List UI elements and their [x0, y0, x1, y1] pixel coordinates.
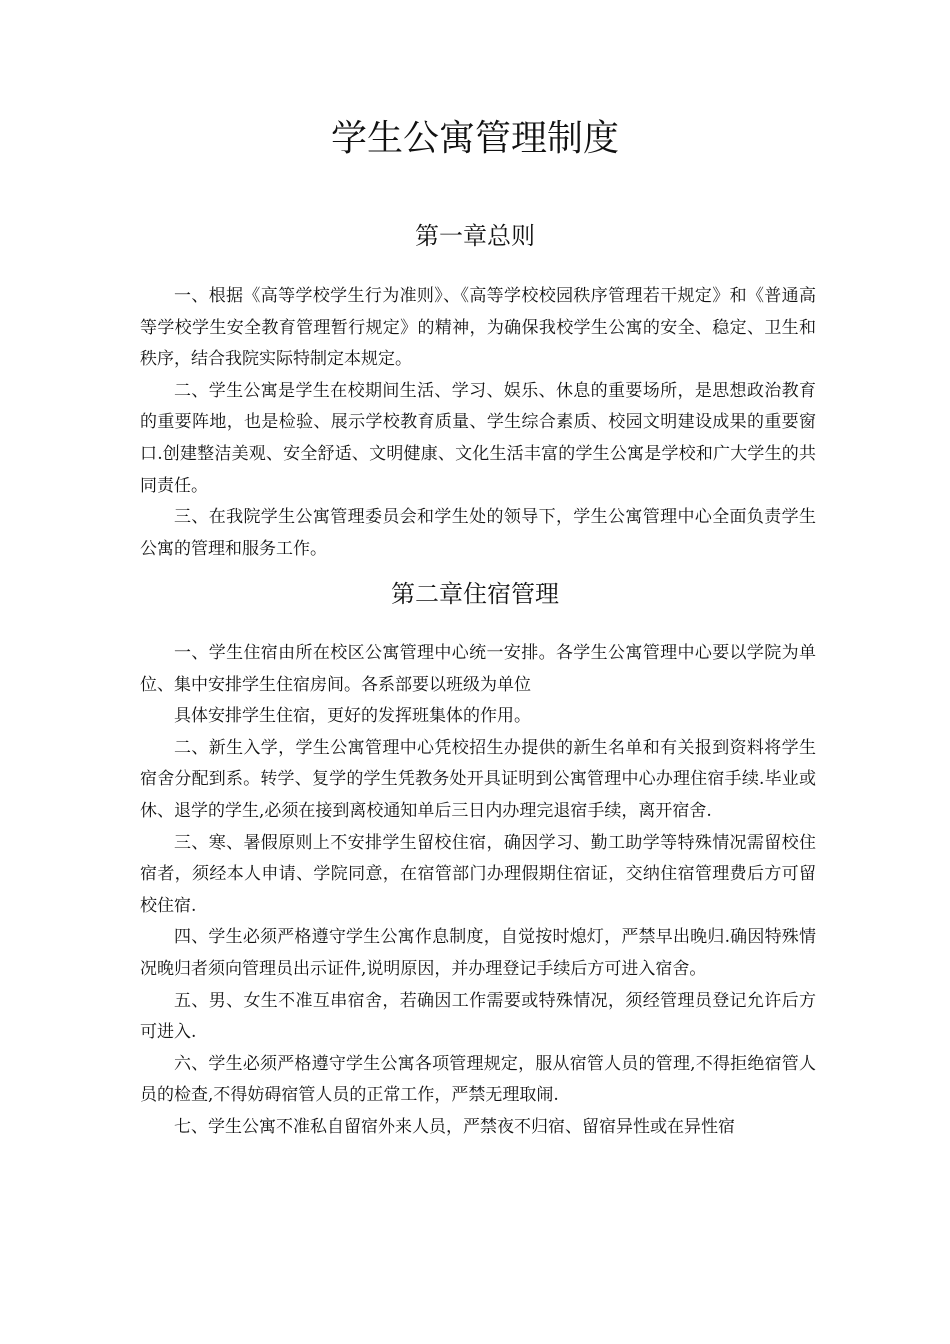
paragraph: 六、学生必须严格遵守学生公寓各项管理规定，服从宿管人员的管理,不得拒绝宿管人员的检查,不得妨碍宿管人员的正常工作，严禁无理取闹.	[140, 1053, 816, 1106]
paragraph: 三、在我院学生公寓管理委员会和学生处的领导下，学生公寓管理中心全面负责学生公寓的管理和服务工作。	[140, 507, 816, 559]
paragraph: 五、男、女生不准互串宿舍，若确因工作需要或特殊情况，须经管理员登记允许后方可进入.	[140, 990, 816, 1043]
paragraph: 七、学生公寓不准私自留宿外来人员，严禁夜不归宿、留宿异性或在异性宿	[174, 1116, 735, 1137]
paragraph: 二、新生入学，学生公寓管理中心凭校招生办提供的新生名单和有关报到资料将学生宿舍分配到系。转学、复学的学生凭教务处开具证明到公寓管理中心办理住宿手续.毕业或休、退学的学生,必须在接到离校通知单后三日内办理完退宿手续，离开宿舍.	[140, 737, 816, 821]
chapter-2-body	[140, 638, 816, 1144]
paragraph: 一、学生住宿由所在校区公寓管理中心统一安排。各学生公寓管理中心要以学院为单位、集中安排学生住宿房间。各系部要以班级为单位	[140, 643, 816, 695]
chapter-1-title: 第一章总则	[415, 222, 535, 250]
paragraph: 四、学生必须严格遵守学生公寓作息制度，自觉按时熄灯，严禁早出晚归.确因特殊情况晚归者须向管理员出示证件,说明原因，并办理登记手续后方可进入宿舍。	[140, 927, 816, 979]
paragraph: 二、学生公寓是学生在校期间生活、学习、娱乐、休息的重要场所，是思想政治教育的重要阵地，也是检验、展示学校教育质量、学生综合素质、校园文明建设成果的重要窗口.创建整洁美观、安全舒适、文明健康、文化生活丰富的学生公寓是学校和广大学生的共同责任。	[140, 380, 816, 496]
document-title: 学生公寓管理制度	[330, 118, 619, 159]
chapter-2-title: 第二章住宿管理	[391, 580, 559, 608]
chapter-1-body	[140, 281, 816, 565]
paragraph: 具体安排学生住宿，更好的发挥班集体的作用。	[174, 706, 531, 727]
paragraph: 三、寒、暑假原则上不安排学生留校住宿，确因学习、勤工助学等特殊情况需留校住宿者，须经本人申请、学院同意，在宿管部门办理假期住宿证，交纳住宿管理费后方可留校住宿.	[140, 832, 816, 916]
paragraph: 一、根据《高等学校学生行为准则》、《高等学校校园秩序管理若干规定》和《普通高等学校学生安全教育管理暂行规定》的精神，为确保我校学生公寓的安全、稳定、卫生和秩序，结合我院实际特制定本规定。	[140, 286, 816, 370]
